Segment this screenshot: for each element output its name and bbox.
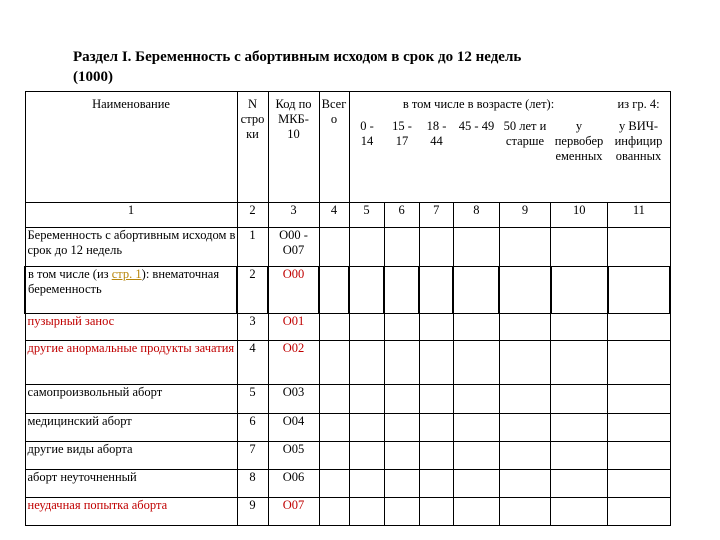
data-cell[interactable] <box>499 442 550 470</box>
data-cell[interactable] <box>608 341 670 385</box>
data-cell[interactable] <box>384 470 419 498</box>
data-cell[interactable] <box>319 385 349 414</box>
data-cell[interactable] <box>551 498 608 526</box>
data-cell[interactable] <box>608 314 670 341</box>
data-cell[interactable] <box>499 228 550 267</box>
col-number: 10 <box>551 203 608 228</box>
row-code: O02 <box>268 341 319 385</box>
data-cell[interactable] <box>499 498 550 526</box>
data-cell[interactable] <box>419 314 453 341</box>
header-age-45-49: 45 - 49 <box>458 119 495 133</box>
data-cell[interactable] <box>419 498 453 526</box>
row-number: 6 <box>237 414 268 442</box>
data-cell[interactable] <box>551 314 608 341</box>
data-cell[interactable] <box>453 470 499 498</box>
data-cell[interactable] <box>319 314 349 341</box>
data-cell[interactable] <box>453 498 499 526</box>
row-code: O03 <box>268 385 319 414</box>
row-name: в том числе (из стр. 1): внематочная беременность <box>25 267 237 314</box>
data-cell[interactable] <box>608 228 670 267</box>
header-row-no: N стро ки <box>237 92 268 203</box>
data-cell[interactable] <box>453 228 499 267</box>
data-cell[interactable] <box>551 385 608 414</box>
row-name: аборт неуточненный <box>25 470 237 498</box>
section-title <box>73 47 633 87</box>
data-cell[interactable] <box>499 470 550 498</box>
data-cell[interactable] <box>608 498 670 526</box>
data-cell[interactable] <box>608 442 670 470</box>
header-age-50: 50 лет и старше <box>503 119 547 148</box>
row-number: 9 <box>237 498 268 526</box>
data-cell[interactable] <box>453 414 499 442</box>
header-mkb: Код по МКБ- 10 <box>268 92 319 203</box>
data-cell[interactable] <box>419 267 453 314</box>
data-cell[interactable] <box>453 341 499 385</box>
row-name: Беременность с абортивным исходом в срок до 12 недель <box>25 228 237 267</box>
row-number: 7 <box>237 442 268 470</box>
row-number: 1 <box>237 228 268 267</box>
col-number: 11 <box>608 203 670 228</box>
row-code: O05 <box>268 442 319 470</box>
row-code: O06 <box>268 470 319 498</box>
data-cell[interactable] <box>319 414 349 442</box>
col-number: 2 <box>237 203 268 228</box>
data-cell[interactable] <box>608 267 670 314</box>
data-cell[interactable] <box>419 442 453 470</box>
data-cell[interactable] <box>499 414 550 442</box>
table-row <box>25 385 670 414</box>
header-row <box>25 92 670 203</box>
row-name: другие анормальные продукты зачатия <box>25 341 237 385</box>
table-row <box>25 267 670 314</box>
col-number: 7 <box>419 203 453 228</box>
row-name: самопроизвольный аборт <box>25 385 237 414</box>
data-cell[interactable] <box>349 442 384 470</box>
table-row <box>25 314 670 341</box>
data-cell[interactable] <box>384 314 419 341</box>
section-title-line1: Раздел I. Беременность с абортивным исходом в срок до 12 недель <box>73 49 522 65</box>
col-number: 4 <box>319 203 349 228</box>
data-cell[interactable] <box>499 267 550 314</box>
data-cell[interactable] <box>499 341 550 385</box>
data-cell[interactable] <box>551 267 608 314</box>
header-primigravida: у первобер еменных <box>554 119 604 163</box>
row-number: 8 <box>237 470 268 498</box>
data-cell[interactable] <box>384 385 419 414</box>
data-cell[interactable] <box>608 385 670 414</box>
header-age-group <box>349 92 670 203</box>
data-cell[interactable] <box>349 341 384 385</box>
data-cell[interactable] <box>419 341 453 385</box>
header-age-0-14: 0 - 14 <box>360 119 374 148</box>
data-cell[interactable] <box>499 385 550 414</box>
row-number: 2 <box>237 267 268 314</box>
data-cell[interactable] <box>319 442 349 470</box>
header-age-18-44: 18 - 44 <box>426 119 447 148</box>
header-total: Всег о <box>319 92 349 203</box>
data-cell[interactable] <box>349 470 384 498</box>
data-cell[interactable] <box>551 341 608 385</box>
data-cell[interactable] <box>384 414 419 442</box>
data-cell[interactable] <box>453 314 499 341</box>
row-ref-link[interactable]: стр. 1 <box>111 267 142 281</box>
header-hiv: у ВИЧ- инфицир ованных <box>614 119 663 163</box>
row-code: O00 - O07 <box>268 228 319 267</box>
column-number-row <box>25 203 670 228</box>
table-row <box>25 414 670 442</box>
data-cell[interactable] <box>349 314 384 341</box>
data-cell[interactable] <box>319 341 349 385</box>
row-name: пузырный занос <box>25 314 237 341</box>
data-cell[interactable] <box>608 414 670 442</box>
col-number: 9 <box>499 203 550 228</box>
col-number: 1 <box>25 203 237 228</box>
data-cell[interactable] <box>349 498 384 526</box>
data-cell[interactable] <box>551 228 608 267</box>
row-name: другие виды аборта <box>25 442 237 470</box>
data-cell[interactable] <box>384 228 419 267</box>
row-code: O07 <box>268 498 319 526</box>
data-cell[interactable] <box>319 470 349 498</box>
row-number: 4 <box>237 341 268 385</box>
col-number: 3 <box>268 203 319 228</box>
data-cell[interactable] <box>384 341 419 385</box>
data-cell[interactable] <box>319 228 349 267</box>
data-cell[interactable] <box>551 470 608 498</box>
col-number: 8 <box>453 203 499 228</box>
data-cell[interactable] <box>349 385 384 414</box>
data-cell[interactable] <box>551 442 608 470</box>
row-code: O01 <box>268 314 319 341</box>
data-cell[interactable] <box>419 385 453 414</box>
data-cell[interactable] <box>384 267 419 314</box>
data-cell[interactable] <box>319 267 349 314</box>
report-table <box>24 91 671 526</box>
data-cell[interactable] <box>384 498 419 526</box>
table-row <box>25 498 670 526</box>
data-cell[interactable] <box>551 414 608 442</box>
row-number: 5 <box>237 385 268 414</box>
data-cell[interactable] <box>453 267 499 314</box>
row-number: 3 <box>237 314 268 341</box>
row-code: O04 <box>268 414 319 442</box>
col-number: 5 <box>349 203 384 228</box>
table-row <box>25 228 670 267</box>
header-age-label: в том числе в возрасте (лет): <box>402 97 555 111</box>
header-from-col4: из гр. 4: <box>617 97 660 111</box>
header-age-15-17: 15 - 17 <box>392 119 412 148</box>
header-name: Наименование <box>25 92 237 203</box>
data-cell[interactable] <box>453 442 499 470</box>
row-name: неудачная попытка аборта <box>25 498 237 526</box>
data-cell[interactable] <box>349 414 384 442</box>
col-number: 6 <box>384 203 419 228</box>
table-row <box>25 442 670 470</box>
table-row <box>25 341 670 385</box>
row-name: медицинский аборт <box>25 414 237 442</box>
data-cell[interactable] <box>419 414 453 442</box>
data-cell[interactable] <box>349 228 384 267</box>
row-code: O00 <box>268 267 319 314</box>
data-cell[interactable] <box>499 314 550 341</box>
data-cell[interactable] <box>608 470 670 498</box>
data-cell[interactable] <box>419 228 453 267</box>
table-row <box>25 470 670 498</box>
data-cell[interactable] <box>384 442 419 470</box>
section-title-line2: (1000) <box>73 69 113 85</box>
data-cell[interactable] <box>453 385 499 414</box>
data-cell[interactable] <box>349 267 384 314</box>
data-cell[interactable] <box>419 470 453 498</box>
data-cell[interactable] <box>319 498 349 526</box>
